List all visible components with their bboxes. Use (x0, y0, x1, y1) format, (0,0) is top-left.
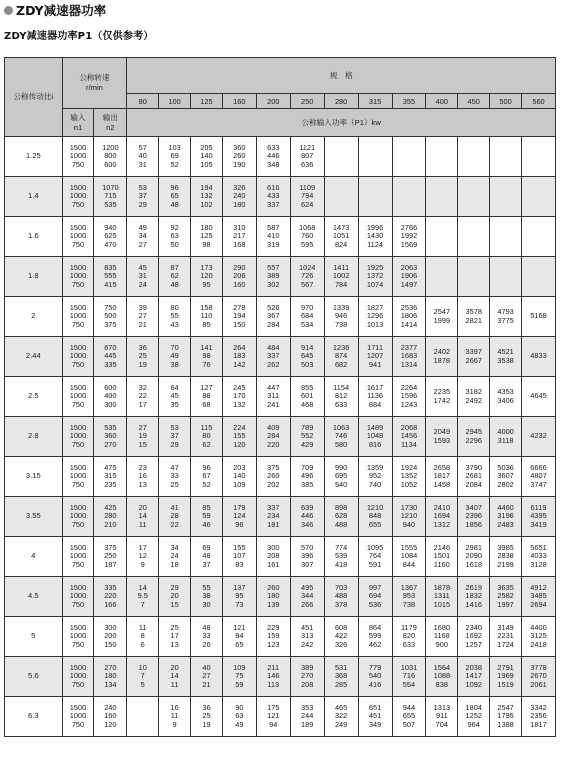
power-cell: 898 628 488 (324, 497, 358, 537)
table-row (5, 337, 556, 377)
power-cell: 2766 1992 1569 (392, 217, 426, 257)
bullet-dot-icon (4, 6, 13, 15)
power-cell: 526 367 284 (256, 297, 290, 337)
power-cell: 4833 (522, 337, 556, 377)
power-cell (358, 137, 392, 177)
power-cell: 531 368 285 (324, 657, 358, 697)
power-cell (458, 217, 490, 257)
power-cell: 47 33 25 (159, 457, 191, 497)
power-cell: 11 8 6 (127, 617, 159, 657)
input-speed-cell: 1500 1000 750 (62, 617, 94, 657)
power-cell: 587 410 319 (256, 217, 290, 257)
power-cell: 451 313 242 (290, 617, 324, 657)
power-cell: 260 180 139 (256, 577, 290, 617)
power-cell: 570 396 307 (290, 537, 324, 577)
power-cell: 1367 953 738 (392, 577, 426, 617)
size-header-cell: 560 (522, 94, 556, 109)
ratio-cell: 3.15 (5, 457, 63, 497)
power-cell: 264 183 142 (222, 337, 256, 377)
power-cell: 1068 760 595 (290, 217, 324, 257)
power-cell: 1121 807 636 (290, 137, 324, 177)
power-cell: 1924 1352 1052 (392, 457, 426, 497)
power-cell: 20 14 11 (127, 497, 159, 537)
power-cell: 70 49 38 (159, 337, 191, 377)
power-cell: 5651 4033 3128 (522, 537, 556, 577)
power-cell: 48 33 26 (191, 617, 223, 657)
input-speed-cell: 1500 1000 750 (62, 137, 94, 177)
output-speed-cell: 270 180 134 (94, 657, 127, 697)
power-cell: 447 311 241 (256, 377, 290, 417)
ratio-cell: 2.5 (5, 377, 63, 417)
power-cell: 3635 2582 1997 (490, 577, 522, 617)
table-row (5, 697, 556, 737)
size-header-cell: 450 (458, 94, 490, 109)
power-cell: 1063 746 580 (324, 417, 358, 457)
power-cell (522, 217, 556, 257)
power-cell: 1925 1372 1074 (358, 257, 392, 297)
power-cell: 92 63 50 (159, 217, 191, 257)
power-cell: 85 59 46 (191, 497, 223, 537)
power-cell: 703 488 378 (324, 577, 358, 617)
power-cell: 2146 1501 1160 (426, 537, 458, 577)
power-cell: 409 284 220 (256, 417, 290, 457)
ratio-cell: 5 (5, 617, 63, 657)
output-speed-cell: 240 160 120 (94, 697, 127, 737)
power-cell: 194 132 102 (191, 177, 223, 217)
power-cell: 2377 1683 1314 (392, 337, 426, 377)
power-cell (324, 137, 358, 177)
power-cell (127, 697, 159, 737)
power-cell: 6119 4395 3419 (522, 497, 556, 537)
power-cell: 3790 2681 2084 (458, 457, 490, 497)
power-cell: 944 655 507 (392, 697, 426, 737)
power-cell (490, 177, 522, 217)
input-speed-cell: 1500 1000 750 (62, 457, 94, 497)
page-title (4, 2, 106, 18)
table-row (5, 377, 556, 417)
power-cell: 278 194 150 (222, 297, 256, 337)
power-cell: 2049 1593 (426, 417, 458, 457)
power-cell: 245 170 132 (222, 377, 256, 417)
power-cell: 310 217 168 (222, 217, 256, 257)
output-speed-cell: 940 625 470 (94, 217, 127, 257)
size-header-cell: 280 (324, 94, 358, 109)
input-speed-cell: 1500 1000 750 (62, 217, 94, 257)
input-speed-cell: 1500 1000 750 (62, 257, 94, 297)
table-caption: ZDY减速器功率P1（仅供参考） (4, 31, 154, 42)
input-speed-cell: 1500 1000 750 (62, 577, 94, 617)
input-speed-cell: 1500 1000 750 (62, 537, 94, 577)
power-cell: 29 20 15 (159, 577, 191, 617)
power-cell: 1617 1136 884 (358, 377, 392, 417)
table-row (5, 217, 556, 257)
power-cell: 34 24 18 (159, 537, 191, 577)
power-cell: 1564 1088 838 (426, 657, 458, 697)
power-cell (458, 137, 490, 177)
power-cell: 337 234 181 (256, 497, 290, 537)
input-speed-cell: 1500 1000 750 (62, 697, 94, 737)
power-cell: 5036 3607 2802 (490, 457, 522, 497)
power-cell: 1730 1210 940 (392, 497, 426, 537)
ratio-cell: 4 (5, 537, 63, 577)
power-cell: 3578 2821 (458, 297, 490, 337)
power-cell: 326 240 180 (222, 177, 256, 217)
power-cell: 4460 3196 2483 (490, 497, 522, 537)
power-cell: 1339 946 738 (324, 297, 358, 337)
power-cell: 1154 812 633 (324, 377, 358, 417)
power-cell: 389 270 208 (290, 657, 324, 697)
power-cell: 14 9.5 7 (127, 577, 159, 617)
power-cell: 96 67 52 (191, 457, 223, 497)
power-cell: 121 84 65 (222, 617, 256, 657)
table-row (5, 617, 556, 657)
power-cell: 69 48 37 (191, 537, 223, 577)
power-cell: 4645 (522, 377, 556, 417)
power-cell: 3985 2838 2199 (490, 537, 522, 577)
size-header-cell: 400 (426, 94, 458, 109)
power-cell (426, 217, 458, 257)
power-cell: 32 22 17 (127, 377, 159, 417)
input-speed-cell: 1500 1000 750 (62, 417, 94, 457)
power-cell: 6666 4807 3747 (522, 457, 556, 497)
power-cell: 608 422 326 (324, 617, 358, 657)
power-cell: 137 95 73 (222, 577, 256, 617)
power-cell (490, 137, 522, 177)
ratio-cell: 5.6 (5, 657, 63, 697)
power-cell (358, 177, 392, 217)
power-cell: 2536 1806 1414 (392, 297, 426, 337)
output-symbol: n2 (106, 122, 115, 132)
power-cell (458, 177, 490, 217)
output-speed-cell: 475 315 235 (94, 457, 127, 497)
input-speed-cell: 1500 1000 750 (62, 657, 94, 697)
power-cell: 103 69 52 (159, 137, 191, 177)
power-cell: 36 25 19 (191, 697, 223, 737)
ratio-cell: 1.6 (5, 217, 63, 257)
power-cell: 484 337 262 (256, 337, 290, 377)
power-cell: 229 159 123 (256, 617, 290, 657)
power-cell: 4353 3406 (490, 377, 522, 417)
size-header-cell: 160 (222, 94, 256, 109)
power-cell: 1210 848 655 (358, 497, 392, 537)
power-cell: 80 55 43 (159, 297, 191, 337)
output-speed-cell: 535 360 270 (94, 417, 127, 457)
output-speed-header (94, 109, 127, 137)
table-row (5, 537, 556, 577)
power-cell: 10 7 5 (127, 657, 159, 697)
size-header-cell: 355 (392, 94, 426, 109)
power-cell: 2068 1456 1134 (392, 417, 426, 457)
power-cell: 1489 1048 816 (358, 417, 392, 457)
ratio-cell: 1.25 (5, 137, 63, 177)
power-cell (392, 177, 426, 217)
power-cell: 300 208 161 (256, 537, 290, 577)
power-cell: 1359 952 740 (358, 457, 392, 497)
power-cell: 49 34 27 (127, 217, 159, 257)
ratio-header: 公称传动比i (5, 58, 63, 137)
power-cell: 16 11 9 (159, 697, 191, 737)
speed-header-unit: r/min (86, 83, 103, 92)
power-cell: 3342 2356 1817 (522, 697, 556, 737)
power-cell: 64 45 35 (159, 377, 191, 417)
power-cell: 1473 1051 824 (324, 217, 358, 257)
table-row (5, 417, 556, 457)
power-cell: 141 98 76 (191, 337, 223, 377)
power-cell: 2945 2296 (458, 417, 490, 457)
power-cell: 2063 1906 1497 (392, 257, 426, 297)
power-cell: 109 75 59 (222, 657, 256, 697)
power-cell: 1031 716 554 (392, 657, 426, 697)
power-cell (426, 137, 458, 177)
output-speed-cell: 1200 800 600 (94, 137, 127, 177)
power-table-body (5, 137, 556, 737)
output-speed-cell: 300 200 150 (94, 617, 127, 657)
power-cell: 557 389 302 (256, 257, 290, 297)
output-speed-cell: 375 250 187 (94, 537, 127, 577)
ratio-cell: 4.5 (5, 577, 63, 617)
power-cell: 2547 1795 1388 (490, 697, 522, 737)
power-cell: 4793 3775 (490, 297, 522, 337)
speed-header-label: 公称转速 (79, 73, 110, 82)
input-speed-header (62, 109, 94, 137)
ratio-cell: 2.44 (5, 337, 63, 377)
power-cell: 914 645 503 (290, 337, 324, 377)
power-cell: 1411 1002 784 (324, 257, 358, 297)
power-cell: 290 206 160 (222, 257, 256, 297)
power-cell: 709 496 385 (290, 457, 324, 497)
table-row (5, 457, 556, 497)
power-cell (426, 257, 458, 297)
power-cell: 3407 2396 1856 (458, 497, 490, 537)
power-cell: 616 433 337 (256, 177, 290, 217)
power-cell: 1313 911 704 (426, 697, 458, 737)
power-cell: 1109 794 624 (290, 177, 324, 217)
ratio-cell: 1.4 (5, 177, 63, 217)
power-cell: 1555 1084 844 (392, 537, 426, 577)
power-cell: 774 539 418 (324, 537, 358, 577)
power-cell: 855 601 468 (290, 377, 324, 417)
power-cell: 2340 1692 1257 (458, 617, 490, 657)
size-header-cell: 250 (290, 94, 324, 109)
power-cell: 2235 1742 (426, 377, 458, 417)
power-cell: 1680 1168 900 (426, 617, 458, 657)
power-cell: 1827 1296 1013 (358, 297, 392, 337)
input-speed-cell: 1500 1000 750 (62, 497, 94, 537)
output-speed-cell: 670 445 335 (94, 337, 127, 377)
output-speed-cell: 425 280 210 (94, 497, 127, 537)
table-row (5, 137, 556, 177)
power-cell (522, 137, 556, 177)
size-header-cell: 500 (490, 94, 522, 109)
table-row (5, 297, 556, 337)
power-cell: 179 124 96 (222, 497, 256, 537)
table-row (5, 577, 556, 617)
power-cell: 1024 726 567 (290, 257, 324, 297)
power-cell: 25 17 13 (159, 617, 191, 657)
power-cell: 2981 2090 1618 (458, 537, 490, 577)
power-cell: 36 25 19 (127, 337, 159, 377)
power-cell (490, 217, 522, 257)
power-cell: 990 695 540 (324, 457, 358, 497)
power-cell: 96 65 48 (159, 177, 191, 217)
table-row (5, 497, 556, 537)
output-speed-cell: 335 220 166 (94, 577, 127, 617)
power-cell: 53 37 29 (127, 177, 159, 217)
power-cell: 40 27 21 (191, 657, 223, 697)
power-cell: 3778 2670 2061 (522, 657, 556, 697)
input-symbol: n1 (73, 122, 83, 132)
power-cell: 1804 1252 964 (458, 697, 490, 737)
output-speed-cell: 1070 715 535 (94, 177, 127, 217)
output-label: 输出 (102, 112, 118, 122)
input-speed-cell: 1500 1000 750 (62, 297, 94, 337)
power-cell: 789 552 429 (290, 417, 324, 457)
ratio-cell: 6.3 (5, 697, 63, 737)
power-cell (490, 257, 522, 297)
power-cell: 970 684 534 (290, 297, 324, 337)
power-cell: 115 80 62 (191, 417, 223, 457)
power-cell: 55 38 30 (191, 577, 223, 617)
power-cell: 4232 (522, 417, 556, 457)
power-cell: 20 14 11 (159, 657, 191, 697)
output-speed-cell: 750 500 375 (94, 297, 127, 337)
size-header: 规 格 (127, 58, 556, 94)
input-speed-cell: 1500 1000 750 (62, 177, 94, 217)
power-cell: 45 31 24 (127, 257, 159, 297)
power-cell: 224 155 120 (222, 417, 256, 457)
power-cell (522, 177, 556, 217)
power-cell: 360 260 190 (222, 137, 256, 177)
input-speed-cell: 1500 1000 750 (62, 337, 94, 377)
power-cell: 173 120 95 (191, 257, 223, 297)
power-cell: 2619 1832 1416 (458, 577, 490, 617)
power-cell: 4912 3485 2694 (522, 577, 556, 617)
power-cell: 1095 764 591 (358, 537, 392, 577)
power-cell: 639 446 346 (290, 497, 324, 537)
power-cell (522, 257, 556, 297)
power-cell: 2410 1694 1312 (426, 497, 458, 537)
size-header-cell: 125 (191, 94, 223, 109)
power-cell: 175 121 94 (256, 697, 290, 737)
power-cell: 53 37 29 (159, 417, 191, 457)
power-cell: 495 344 266 (290, 577, 324, 617)
page-title-text: ZDY减速器功率 (16, 3, 107, 18)
power-header: 公称输入功率（P1）kw (127, 109, 556, 137)
power-cell: 2547 1999 (426, 297, 458, 337)
power-cell: 651 451 349 (358, 697, 392, 737)
power-cell: 353 244 189 (290, 697, 324, 737)
power-cell: 375 260 202 (256, 457, 290, 497)
size-header-cell: 200 (256, 94, 290, 109)
power-cell: 2264 1596 1243 (392, 377, 426, 417)
table-row (5, 177, 556, 217)
power-cell: 205 140 105 (191, 137, 223, 177)
power-cell: 779 540 416 (358, 657, 392, 697)
output-speed-cell: 835 555 415 (94, 257, 127, 297)
power-cell: 41 28 22 (159, 497, 191, 537)
speed-header (62, 58, 127, 109)
power-cell: 2038 1417 1092 (458, 657, 490, 697)
ratio-cell: 2 (5, 297, 63, 337)
power-cell: 465 322 249 (324, 697, 358, 737)
power-cell: 211 146 113 (256, 657, 290, 697)
power-cell: 1878 1311 1015 (426, 577, 458, 617)
power-cell: 3149 2231 1724 (490, 617, 522, 657)
power-cell (426, 177, 458, 217)
power-cell (458, 257, 490, 297)
power-cell: 90 63 49 (222, 697, 256, 737)
input-speed-cell: 1500 1000 750 (62, 377, 94, 417)
power-cell: 997 694 536 (358, 577, 392, 617)
power-cell: 4521 3538 (490, 337, 522, 377)
table-row (5, 257, 556, 297)
power-cell: 2402 1878 (426, 337, 458, 377)
power-cell: 633 446 348 (256, 137, 290, 177)
power-cell: 39 27 21 (127, 297, 159, 337)
power-cell: 4000 3118 (490, 417, 522, 457)
power-cell: 203 140 109 (222, 457, 256, 497)
power-cell: 3182 2492 (458, 377, 490, 417)
power-cell (324, 177, 358, 217)
power-cell: 155 107 83 (222, 537, 256, 577)
input-label: 输入 (70, 112, 86, 122)
power-cell: 1179 820 633 (392, 617, 426, 657)
power-cell: 17 12 9 (127, 537, 159, 577)
power-cell: 23 16 13 (127, 457, 159, 497)
ratio-cell: 2.8 (5, 417, 63, 457)
power-table (4, 57, 556, 737)
power-cell: 87 62 48 (159, 257, 191, 297)
power-cell: 2791 1969 1519 (490, 657, 522, 697)
power-cell: 3397 2667 (458, 337, 490, 377)
power-cell: 2658 1817 1458 (426, 457, 458, 497)
power-cell: 864 599 462 (358, 617, 392, 657)
ratio-cell: 3.55 (5, 497, 63, 537)
size-header-cell: 315 (358, 94, 392, 109)
size-header-cell: 80 (127, 94, 159, 109)
power-cell: 180 125 98 (191, 217, 223, 257)
output-speed-cell: 600 400 300 (94, 377, 127, 417)
power-cell: 1236 874 682 (324, 337, 358, 377)
power-cell: 158 110 85 (191, 297, 223, 337)
table-row (5, 657, 556, 697)
ratio-cell: 1.8 (5, 257, 63, 297)
power-cell: 1711 1207 941 (358, 337, 392, 377)
size-header-cell: 100 (159, 94, 191, 109)
power-cell (392, 137, 426, 177)
power-cell: 27 19 15 (127, 417, 159, 457)
power-cell: 127 88 68 (191, 377, 223, 417)
power-cell: 1996 1430 1124 (358, 217, 392, 257)
power-cell: 57 40 31 (127, 137, 159, 177)
power-cell: 5168 (522, 297, 556, 337)
power-cell: 4400 3125 2418 (522, 617, 556, 657)
